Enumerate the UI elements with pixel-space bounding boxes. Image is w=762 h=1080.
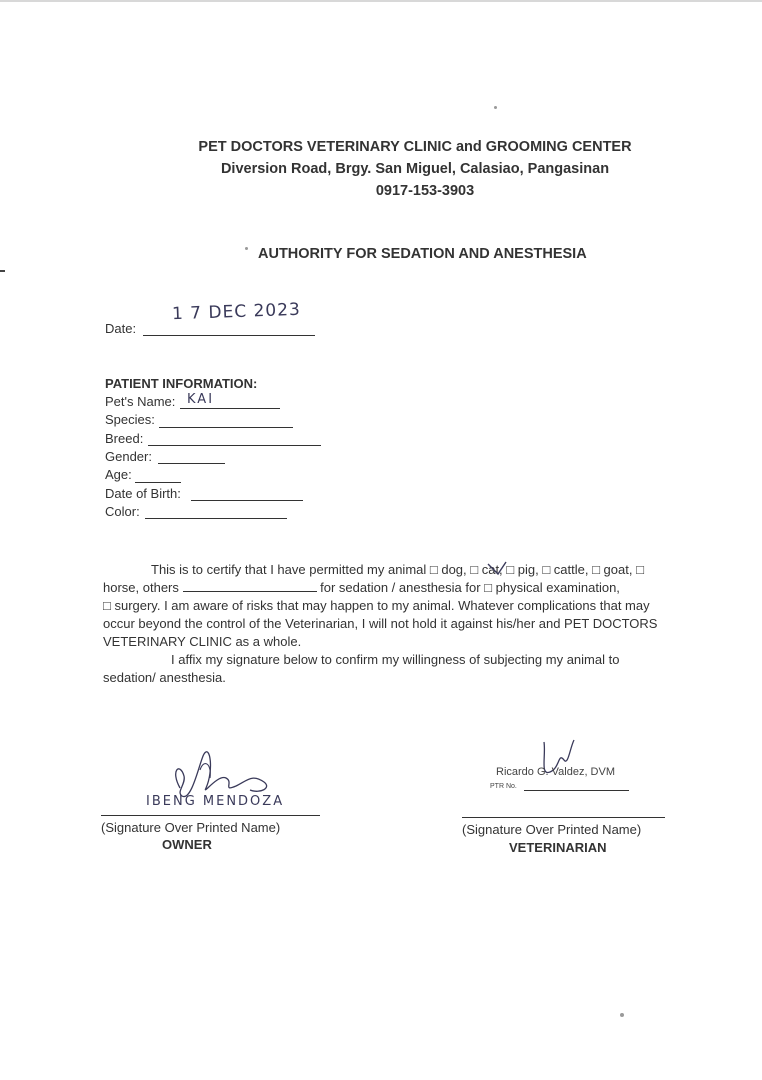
clinic-phone: 0917-153-3903 [375, 183, 475, 199]
document-title: AUTHORITY FOR SEDATION AND ANESTHESIA [258, 246, 587, 262]
patient-info-heading: PATIENT INFORMATION: [105, 376, 258, 391]
consent-line-3: □ surgery. I am aware of risks that may happen to my animal. Whatever complications that may [103, 598, 650, 613]
pet-name-value: KAI [187, 392, 215, 407]
consent-line-2b: for sedation / anesthesia for □ physical examination, [320, 580, 620, 595]
scan-mark [0, 270, 5, 272]
consent-line-6: I affix my signature below to confirm my willingness of subjecting my animal to [171, 652, 620, 667]
consent-line-2a: horse, others [103, 580, 179, 595]
check-mark-icon [486, 560, 508, 578]
dob-line [191, 500, 303, 501]
scan-speck [245, 247, 248, 250]
color-line [145, 518, 287, 519]
owner-signature-line [101, 815, 320, 816]
vet-role: VETERINARIAN [509, 840, 607, 855]
date-label: Date: [105, 321, 137, 336]
pet-name-label: Pet's Name: [105, 394, 176, 409]
dob-label: Date of Birth: [105, 486, 181, 501]
gender-line [158, 463, 225, 464]
species-line [159, 427, 293, 428]
vet-signature-icon [530, 736, 590, 786]
scan-speck [620, 1013, 624, 1017]
scan-edge [0, 0, 762, 2]
color-label: Color: [105, 504, 140, 519]
owner-role: OWNER [162, 837, 212, 852]
date-line [143, 335, 315, 336]
consent-paragraph [103, 561, 703, 687]
clinic-address: Diversion Road, Brgy. San Miguel, Calasiao, Pangasinan [220, 161, 610, 177]
consent-line-7: sedation/ anesthesia. [103, 670, 226, 685]
owner-signature-label: (Signature Over Printed Name) [101, 820, 281, 835]
vet-signature-line [462, 817, 665, 818]
consent-line-4: occur beyond the control of the Veterinarian, I will not hold it against his/her and PET DOCTORS [103, 616, 658, 631]
owner-printed-name: IBENG MENDOZA [146, 794, 285, 809]
ptr-label: PTR No. [490, 783, 517, 790]
pet-name-line [180, 408, 280, 409]
vet-stamp-name: Ricardo G. Valdez, DVM [496, 766, 616, 778]
date-value: 1 7 DEC 2023 [171, 299, 302, 325]
species-label: Species: [105, 412, 155, 427]
age-label: Age: [105, 467, 132, 482]
ptr-line [524, 790, 629, 791]
vet-signature-label: (Signature Over Printed Name) [462, 822, 642, 837]
age-line [135, 482, 181, 483]
breed-label: Breed: [105, 431, 144, 446]
consent-line-5: VETERINARY CLINIC as a whole. [103, 634, 302, 649]
gender-label: Gender: [105, 449, 152, 464]
clinic-name: PET DOCTORS VETERINARY CLINIC and GROOMING CENTER [198, 139, 632, 155]
scan-speck [494, 106, 497, 109]
breed-line [148, 445, 321, 446]
consent-line-1: This is to certify that I have permitted my animal □ dog, □ cat, □ pig, □ cattle, □ goat, □ [151, 562, 644, 577]
others-line [183, 579, 317, 592]
